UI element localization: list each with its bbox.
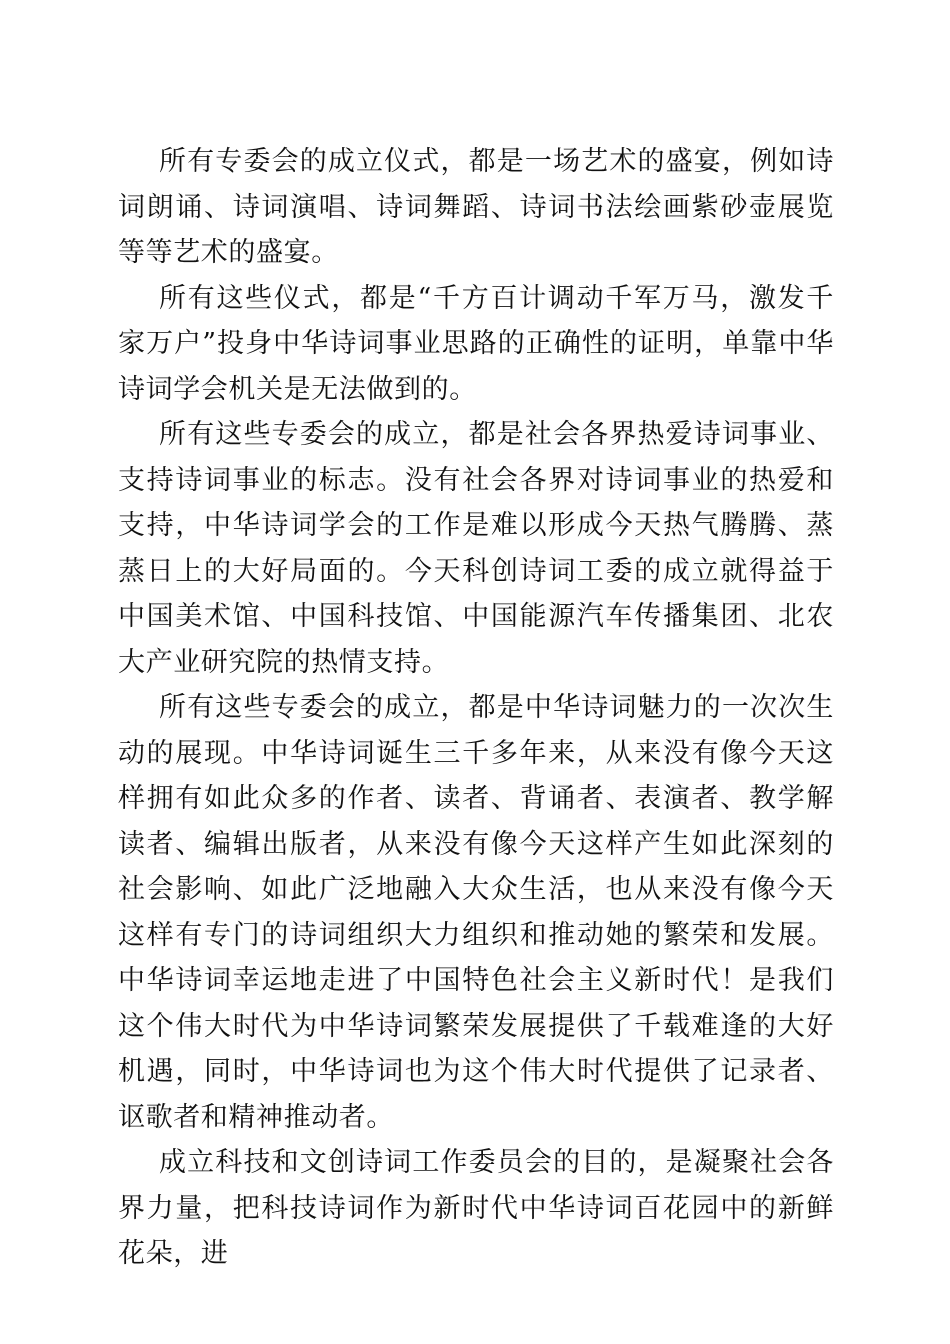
paragraph-4: 所有这些专委会的成立，都是中华诗词魅力的一次次生动的展现。中华诗词诞生三千多年来，从来没有像今天这样拥有如此众多的作者、读者、背诵者、表演者、教学解读者、编辑出版者，从来没有像今天这样产生如此深刻的社会影响、如此广泛地融入大众生活，也从来没有像今天这样有专门的诗词组织大力组织和推动她的繁荣和发展。中华诗词幸运地走进了中国特色社会主义新时代！是我们这个伟大时代为中华诗词繁荣发展提供了千载难逢的大好机遇，同时，中华诗词也为这个伟大时代提供了记录者、讴歌者和精神推动者。 (118, 692, 834, 1133)
paragraph-5: 成立科技和文创诗词工作委员会的目的，是凝聚社会各界力量，把科技诗词作为新时代中华诗词百花园中的新鲜花朵，进 (118, 1147, 834, 1269)
paragraph-3: 所有这些专委会的成立，都是社会各界热爱诗词事业、支持诗词事业的标志。没有社会各界对诗词事业的热爱和支持，中华诗词学会的工作是难以形成今天热气腾腾、蒸蒸日上的大好局面的。今天科创诗词工委的成立就得益于中国美术馆、中国科技馆、中国能源汽车传播集团、北农大产业研究院的热情支持。 (118, 419, 834, 678)
paragraph-2: 所有这些仪式，都是“千方百计调动千军万马，激发千家万户”投身中华诗词事业思路的正确性的证明，单靠中华诗词学会机关是无法做到的。 (118, 282, 834, 405)
document-page (118, 139, 834, 1277)
paragraph-1: 所有专委会的成立仪式，都是一场艺术的盛宴，例如诗词朗诵、诗词演唱、诗词舞蹈、诗词书法绘画紫砂壶展览等等艺术的盛宴。 (118, 146, 834, 268)
